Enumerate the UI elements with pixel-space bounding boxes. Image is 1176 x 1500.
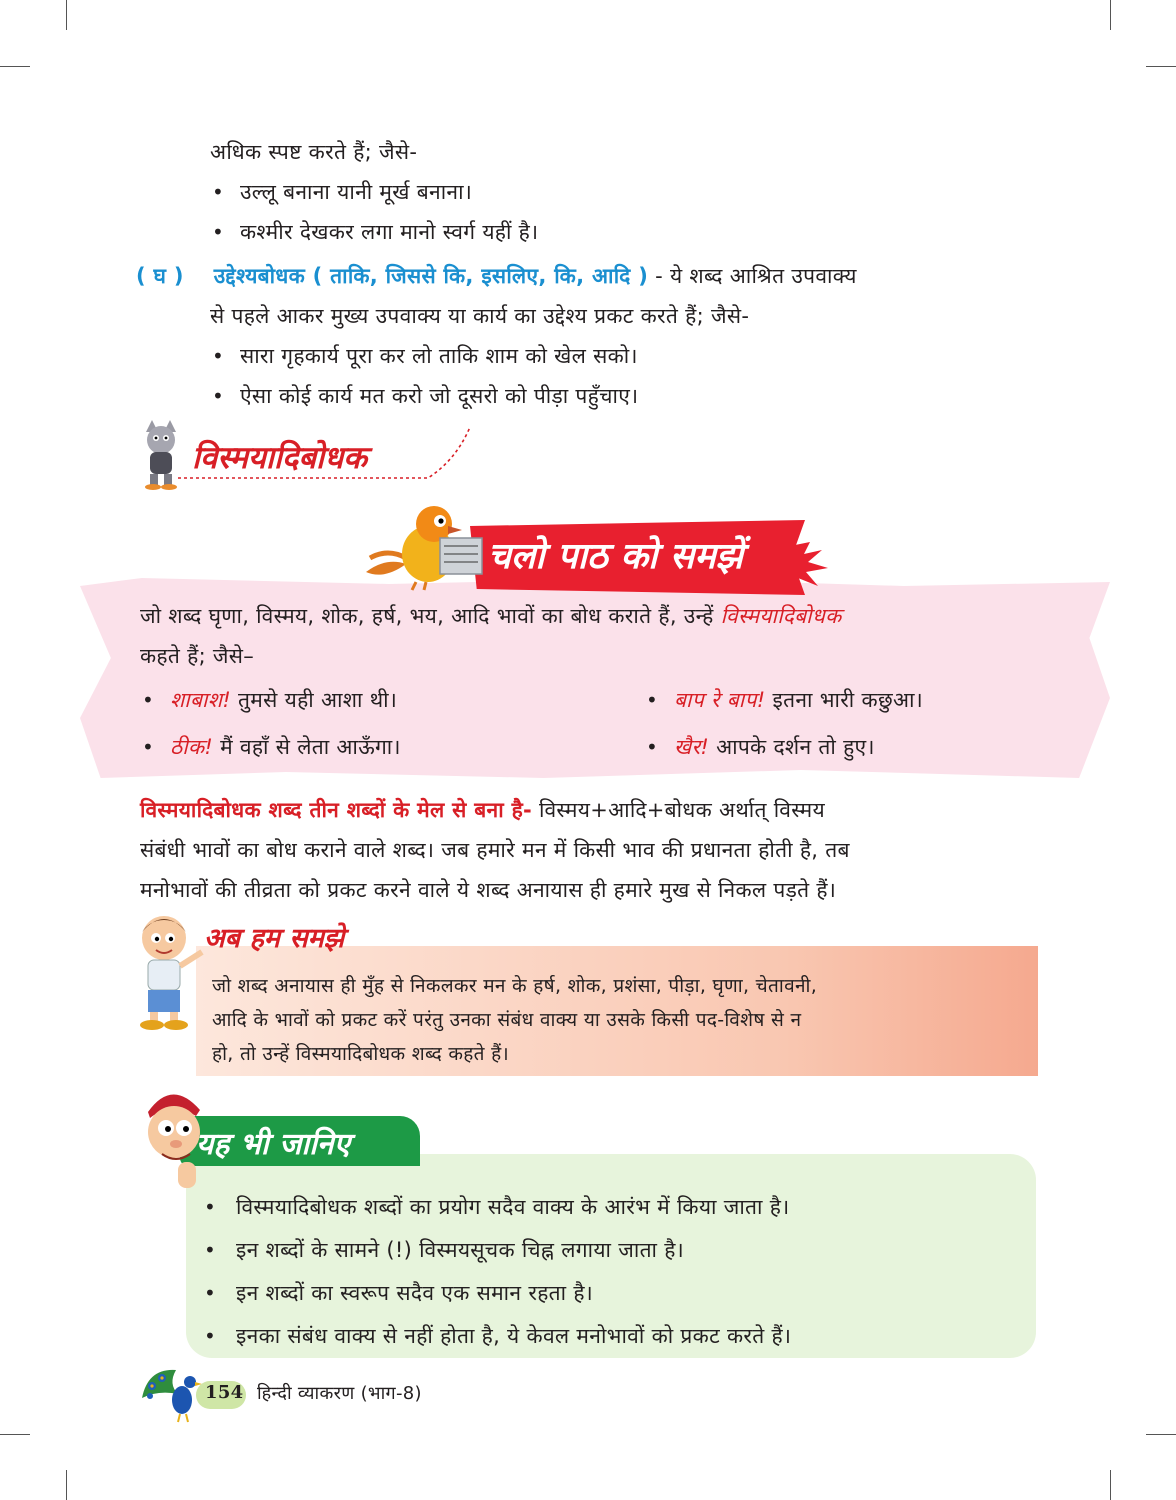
- fact-item: इन शब्दों का स्वरूप सदैव एक समान रहता है।: [236, 1281, 594, 1305]
- example-item: [170, 733, 401, 761]
- bullet-icon: •: [142, 735, 154, 759]
- bullet-icon: •: [204, 1324, 216, 1348]
- example-line: कश्मीर देखकर लगा मानो स्वर्ग यहीं है।: [240, 220, 539, 244]
- example-text: आपके दर्शन तो हुए।: [709, 735, 875, 759]
- book-title: हिन्दी व्याकरण (भाग-8): [257, 1383, 422, 1404]
- ribbon-title: चलो पाठ को समझें: [488, 536, 743, 577]
- example-line: ऐसा कोई कार्य मत करो जो दूसरो को पीड़ा पहुँचाए।: [240, 384, 639, 408]
- gha-text: - ये शब्द आश्रित उपवाक्य: [648, 264, 857, 288]
- summary-line: हो, तो उन्हें विस्मयादिबोधक शब्द कहते हैं।: [212, 1043, 509, 1065]
- bird-reading-icon: [366, 502, 486, 592]
- paragraph-line: मनोभावों की तीव्रता को प्रकट करने वाले ये शब्द अनायास ही हमारे मुख से निकल पड़ते हैं।: [140, 878, 837, 902]
- crop-mark: [0, 1434, 30, 1435]
- gha-marker: ( घ ): [136, 264, 184, 288]
- bullet-icon: •: [646, 735, 658, 759]
- gha-heading: उद्देश्यबोधक ( ताकि, जिससे कि, इसलिए, कि, आदि ): [213, 264, 649, 288]
- crop-mark: [0, 66, 30, 67]
- section-title: विस्मयादिबोधक: [192, 440, 367, 476]
- crop-mark: [1146, 66, 1176, 67]
- paragraph-line: संबंधी भावों का बोध कराने वाले शब्द। जब हमारे मन में किसी भाव की प्रधानता होती है, तब: [140, 838, 850, 862]
- paragraph-text: विस्मय+आदि+बोधक अर्थात् विस्मय: [532, 798, 826, 822]
- bullet-icon: •: [212, 180, 224, 204]
- continuation-line: अधिक स्पष्ट करते हैं; जैसे-: [210, 140, 418, 164]
- definition-text: जो शब्द घृणा, विस्मय, शोक, हर्ष, भय, आदि भावों का बोध कराते हैं, उन्हें: [140, 604, 721, 628]
- boy-pointing-icon: [128, 912, 208, 1032]
- example-item: [674, 733, 875, 761]
- bullet-icon: •: [142, 688, 154, 712]
- example-item: [674, 686, 923, 714]
- crop-mark: [66, 1470, 67, 1500]
- interjection-word: ठीक!: [170, 735, 214, 759]
- example-line: उल्लू बनाना यानी मूर्ख बनाना।: [240, 180, 473, 204]
- interjection-word: खैर!: [674, 735, 710, 759]
- bullet-icon: •: [212, 344, 224, 368]
- summary-title: अब हम समझे: [204, 923, 345, 954]
- paragraph-bold: विस्मयादिबोधक शब्द तीन शब्दों के मेल से बना है-: [140, 798, 533, 822]
- bullet-icon: •: [212, 220, 224, 244]
- crop-mark: [66, 0, 67, 30]
- gha-row: [136, 262, 857, 290]
- summary-line: आदि के भावों को प्रकट करें परंतु उनका संबंध वाक्य या उसके किसी पद-विशेष से न: [212, 1009, 802, 1031]
- example-text: मैं वहाँ से लेता आऊँगा।: [213, 735, 401, 759]
- bullet-icon: •: [204, 1238, 216, 1262]
- crop-mark: [1110, 1470, 1111, 1500]
- fact-item: विस्मयादिबोधक शब्दों का प्रयोग सदैव वाक्य के आरंभ में किया जाता है।: [236, 1195, 790, 1219]
- bullet-icon: •: [646, 688, 658, 712]
- example-text: इतना भारी कछुआ।: [765, 688, 923, 712]
- paragraph-line: [140, 796, 825, 824]
- page-number: 154: [205, 1382, 244, 1403]
- fact-item: इन शब्दों के सामने (!) विस्मयसूचक चिह्न लगाया जाता है।: [236, 1238, 684, 1262]
- bullet-icon: •: [204, 1281, 216, 1305]
- section-underline: [176, 425, 476, 485]
- example-text: तुमसे यही आशा थी।: [231, 688, 398, 712]
- bullet-icon: •: [212, 384, 224, 408]
- definition-term: विस्मयादिबोधक: [720, 604, 842, 628]
- definition-line: [140, 602, 842, 630]
- crop-mark: [1146, 1434, 1176, 1435]
- peacock-icon: [138, 1364, 204, 1424]
- definition-line-2: कहते हैं; जैसे–: [140, 644, 255, 668]
- example-item: [170, 686, 397, 714]
- interjection-word: बाप रे बाप!: [674, 688, 766, 712]
- gha-text-line: से पहले आकर मुख्य उपवाक्य या कार्य का उद्देश्य प्रकट करते हैं; जैसे-: [210, 304, 750, 328]
- fact-item: इनका संबंध वाक्य से नहीं होता है, ये केवल मनोभावों को प्रकट करते हैं।: [236, 1324, 792, 1348]
- example-line: सारा गृहकार्य पूरा कर लो ताकि शाम को खेल सको।: [240, 344, 638, 368]
- ribbon-splatter: [790, 540, 830, 590]
- fact-title: यह भी जानिए: [196, 1127, 351, 1162]
- bullet-icon: •: [204, 1195, 216, 1219]
- summary-line: जो शब्द अनायास ही मुँह से निकलकर मन के हर्ष, शोक, प्रशंसा, पीड़ा, घृणा, चेतावनी,: [212, 975, 818, 997]
- interjection-word: शाबाश!: [170, 688, 232, 712]
- crop-mark: [1110, 0, 1111, 30]
